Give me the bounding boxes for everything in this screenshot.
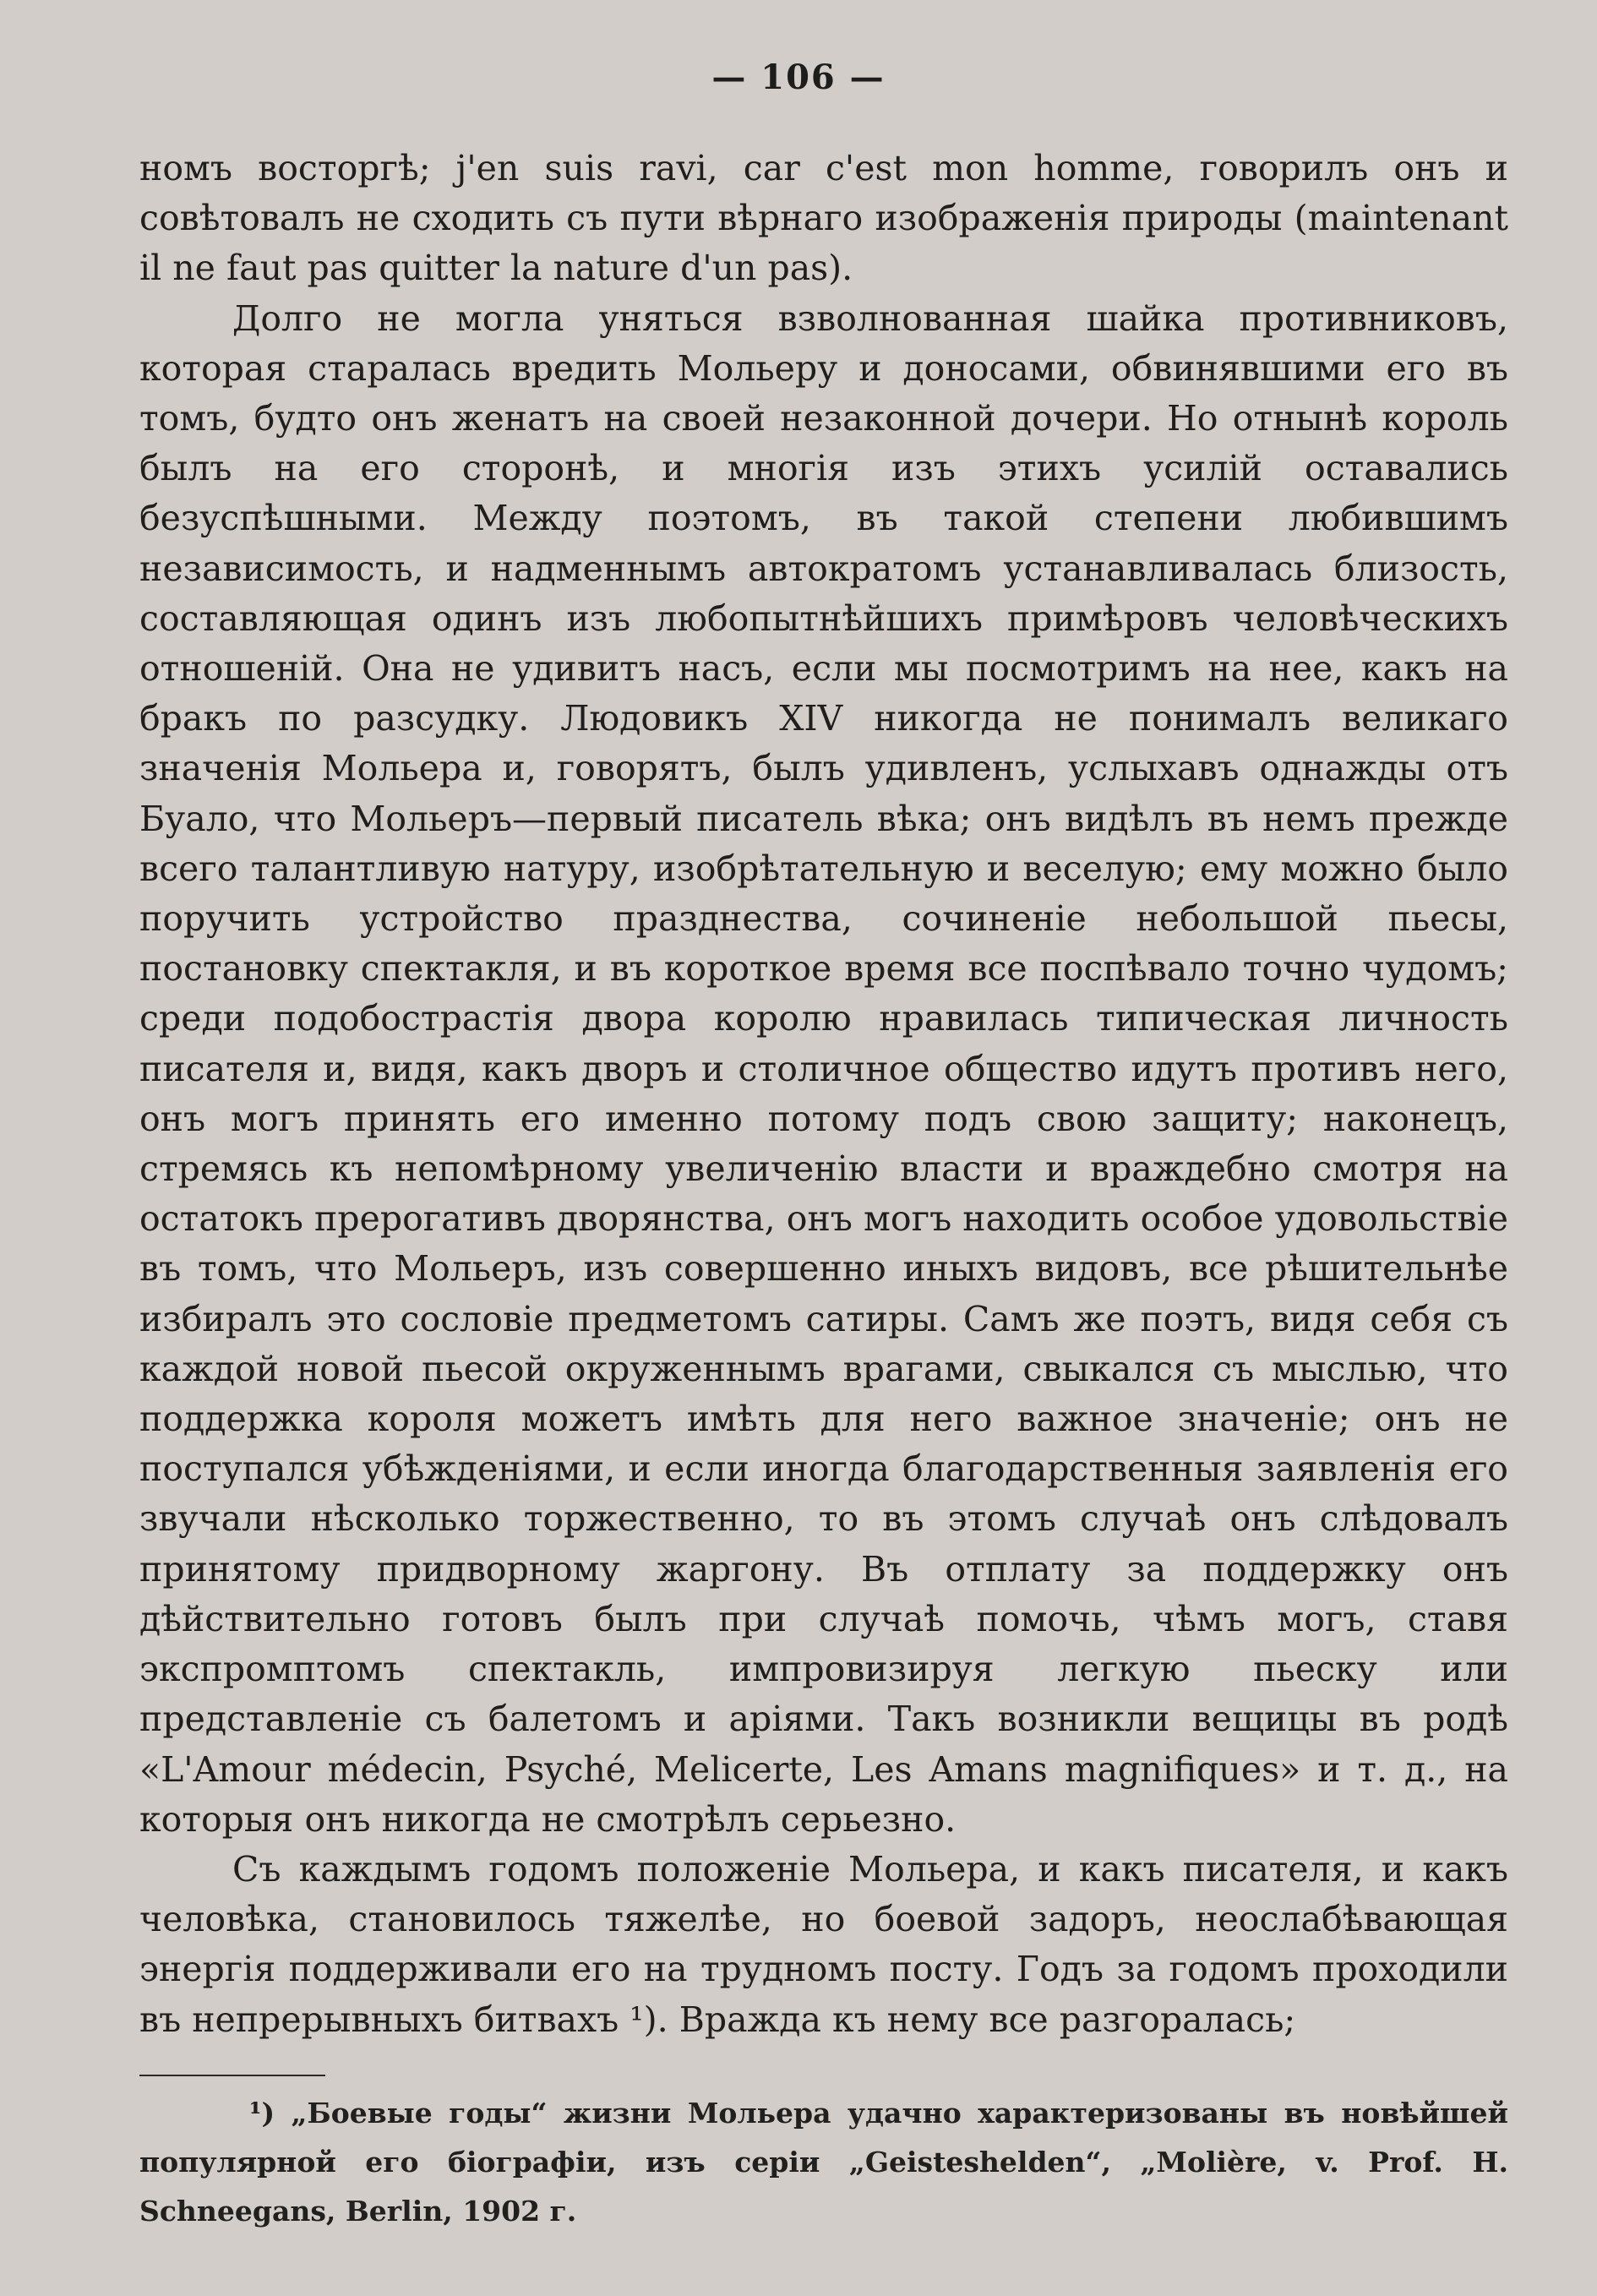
- page-number: — 106 —: [711, 57, 886, 97]
- paragraph-2: Долго не могла уняться взволнованная шайка противниковъ, которая старалась вредить Мольеру и доносами, обвинявшими его въ томъ, будто онъ женатъ на своей незаконной дочери. Но отнынѣ король былъ на его сторонѣ, и многія изъ этихъ усилій оставались безуспѣшными. Между поэтомъ, въ такой степени любившимъ независимость, и надменнымъ автократомъ устанавливалась близость, составляющая одинъ изъ любопытнѣйшихъ примѣровъ человѣческихъ отношеній. Она не удивитъ насъ, если мы посмотримъ на нее, какъ на бракъ по разсудку. Людовикъ XIV никогда не понималъ великаго значенія Мольера и, говорятъ, былъ удивленъ, услыхавъ однажды отъ Буало, что Мольеръ—первый писатель вѣка; онъ видѣлъ въ немъ прежде всего талантливую натуру, изобрѣтательную и веселую; ему можно было поручить устройство празднества, сочиненіе небольшой пьесы, постановку спектакля, и въ короткое время все поспѣвало точно чудомъ; среди подобострастія двора королю нравилась типическая личность писателя и, видя, какъ дворъ и столичное общество идутъ противъ него, онъ могъ принять его именно потому подъ свою защиту; наконецъ, стремясь къ непомѣрному увеличенію власти и враждебно смотря на остатокъ прерогативъ дворянства, онъ могъ находить особое удовольствіе въ томъ, что Мольеръ, изъ совершенно иныхъ видовъ, все рѣшительнѣе избиралъ это сословіе предметомъ сатиры. Самъ же поэтъ, видя себя съ каждой новой пьесой окруженнымъ врагами, свыкался съ мыслью, что поддержка короля можетъ имѣть для него важное значеніе; онъ не поступался убѣжденіями, и если иногда благодарственныя заявленія его звучали нѣсколько торжественно, то въ этомъ случаѣ онъ слѣдовалъ принятому придворному жаргону. Въ отплату за поддержку онъ дѣйствительно готовъ былъ при случаѣ помочь, чѣмъ могъ, ставя экспромптомъ спектакль, импровизируя легкую пьеску или представленіе съ балетомъ и аріями. Такъ возникли вещицы въ родѣ «L'Amour médecin, Psyché, Melicerte, Les Amans magnifiques» и т. д., на которыя онъ никогда не смотрѣлъ серьезно.: [139, 297, 1508, 1840]
- paragraph-1: номъ восторгѣ; j'en suis ravi, car c'est mon homme, говорилъ онъ и совѣтовалъ не сходить съ пути вѣрнаго изображенія природы (maintenant il ne faut pas quitter la nature d'un pas).: [139, 148, 1508, 289]
- footnote: ¹) „Боевые годы“ жизни Мольера удачно характеризованы въ новѣйшей популярной его біографіи, изъ серіи „Geisteshelden“, „Molière, v. Prof. H. Schneegans, Berlin, 1902 г.: [139, 2097, 1508, 2228]
- paragraph-3: Съ каждымъ годомъ положеніе Мольера, и какъ писателя, и какъ человѣка, становилось тяжелѣе, но боевой задоръ, неослабѣвающая энергія поддерживали его на трудномъ посту. Годъ за годомъ проходили въ непрерывныхъ битвахъ ¹). Вражда къ нему все разгоралась;: [139, 1848, 1508, 2040]
- footnote-divider: [139, 2075, 325, 2076]
- body-text: [139, 144, 1508, 2045]
